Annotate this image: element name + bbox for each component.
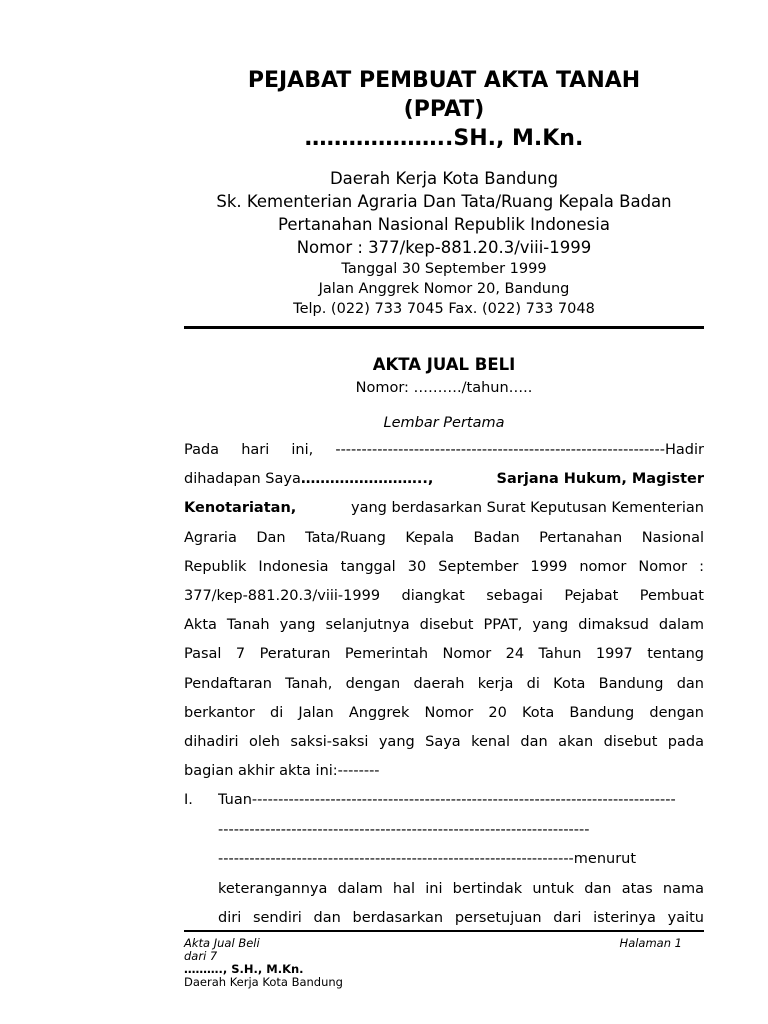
officer-name: ………………..SH., M.Kn. — [304, 126, 584, 151]
office-address: Jalan Anggrek Nomor 20, Bandung — [318, 281, 570, 297]
text-fragment: Pendaftaran Tanah, dengan daerah kerja di Kota Bandung dan — [184, 675, 704, 692]
decree-date: Tanggal 30 September 1999 — [341, 261, 547, 277]
office-abbreviation: (PPAT) — [403, 97, 485, 122]
work-area: Daerah Kerja Kota Bandung — [329, 169, 559, 188]
officer-placeholder: …………………….., — [300, 471, 434, 488]
sheet-label: Lembar Pertama — [383, 415, 505, 431]
party-description: diri sendiri dan berdasarkan persetujuan dari isterinya yaitu — [218, 910, 704, 926]
list-number: I. — [184, 792, 193, 808]
officer-degree: Sarjana Hukum, Magister — [496, 471, 704, 488]
paragraph-line — [184, 582, 704, 611]
text-fragment: Agraria Dan Tata/Ruang Kepala Badan Pertanahan Nasional — [184, 529, 704, 546]
deed-title: AKTA JUAL BELI — [372, 355, 516, 374]
footer-page-label: Halaman 1 — [619, 936, 682, 950]
opening-paragraph — [184, 436, 704, 786]
party-name-blank: Tuan--------------------------------------------------------------------------------- — [218, 792, 676, 808]
text-fragment — [184, 465, 433, 494]
text-fragment: Pasal 7 Peraturan Pemerintah Nomor 24 Tahun 1997 tentang — [184, 646, 704, 663]
paragraph-line — [184, 494, 704, 523]
officer-degree-cont: Kenotariatan, — [184, 500, 297, 517]
text-fragment: berkantor di Jalan Anggrek Nomor 20 Kota Bandung dengan — [184, 704, 704, 721]
decree-line-1: Sk. Kementerian Agraria Dan Tata/Ruang Kepala Badan — [216, 192, 672, 211]
paragraph-line — [184, 728, 704, 757]
paragraph-line — [184, 436, 704, 465]
text-fragment: dihadapan Saya — [184, 471, 301, 488]
text-fragment: 377/kep-881.20.3/viii-1999 diangkat sebagai Pejabat Pembuat — [184, 588, 704, 605]
decree-line-2: Pertanahan Nasional Republik Indonesia — [278, 215, 610, 234]
text-fragment: ini, — [291, 442, 314, 458]
text-fragment: Republik Indonesia tanggal 30 September 1999 nomor Nomor : — [184, 558, 704, 575]
text-fragment: Pada — [184, 442, 220, 458]
decree-number: Nomor : 377/kep-881.20.3/viii-1999 — [296, 238, 592, 257]
paragraph-line — [184, 611, 704, 640]
party-description: keterangannya dalam hal ini bertindak untuk dan atas nama — [218, 880, 704, 897]
office-contact: Telp. (022) 733 7045 Fax. (022) 733 7048 — [293, 301, 595, 317]
text-fragment: hari — [241, 442, 270, 458]
paragraph-line — [184, 524, 704, 553]
footer-office-name: ………., S.H., M.Kn. — [184, 962, 304, 976]
party-blank-line: --------------------------------------------------------------------menurut — [218, 851, 637, 867]
footer-row — [184, 937, 704, 950]
letterhead — [184, 66, 704, 319]
page-footer — [184, 937, 704, 989]
footer-doc-name: Akta Jual Beli — [184, 936, 260, 950]
paragraph-line — [184, 465, 704, 494]
text-fragment: dihadiri oleh saksi-saksi yang Saya kenal dan akan disebut pada — [184, 734, 704, 751]
text-fragment: Akta Tanah yang selanjutnya disebut PPAT, yang dimaksud dalam — [184, 617, 704, 634]
text-fragment: yang berdasarkan Surat Keputusan Kementerian — [351, 500, 704, 517]
header-divider — [184, 326, 704, 329]
paragraph-line — [184, 699, 704, 728]
text-fragment: ---------------------------------------------------------------Hadir — [335, 442, 704, 458]
footer-work-area: Daerah Kerja Kota Bandung — [184, 975, 343, 989]
office-title: PEJABAT PEMBUAT AKTA TANAH — [247, 68, 641, 93]
footer-page-of: dari 7 — [184, 949, 218, 963]
list-item — [184, 786, 704, 816]
footer-divider — [184, 930, 704, 932]
paragraph-line — [184, 553, 704, 582]
paragraph-line — [184, 640, 704, 669]
paragraph-line — [184, 670, 704, 699]
party-blank-line: ----------------------------------------------------------------------- — [218, 821, 590, 838]
deed-number: Nomor: ………./tahun….. — [355, 380, 533, 396]
party-list — [184, 786, 704, 934]
paragraph-line: bagian akhir akta ini:-------- — [184, 763, 380, 780]
